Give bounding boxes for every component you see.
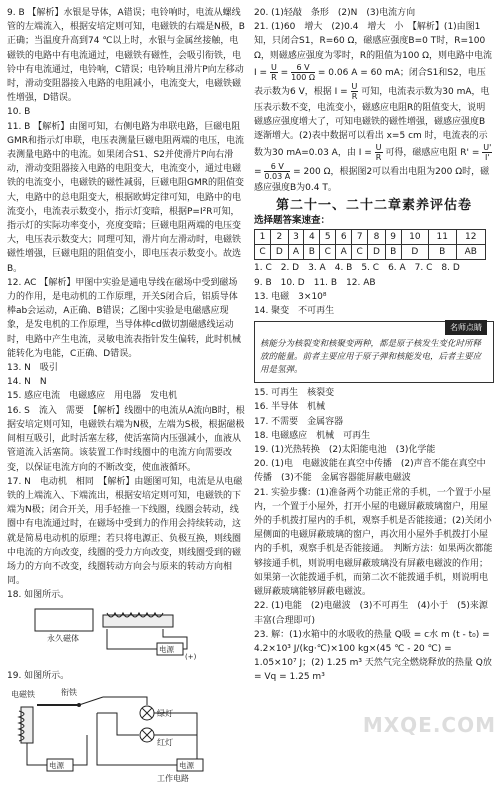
fraction-6v-over-003a: $\frac{6 V}{0.03 A}$ (264, 162, 291, 182)
work-source-label: 电源 (179, 760, 194, 770)
positive-terminal-label: (+) (185, 652, 197, 661)
answer-19: 19. 如图所示。 (7, 670, 70, 681)
answer-9: 9. B 【解析】水银是导体，A错误；电铃响时，电流从螺线管的左端流入，根据安培定则可知，电磁铁的右端是N极，B正确；当温度升高到74 ℃以上时，水银与金属丝接触，电磁铁的电路中有电流通过，电磁铁有磁性，会吸引衔铁，电铃中有电流通过，电铃响，C错误；电铃响且滑片P向左移动时，滑动变阻器接入电路的电阻减小，电流变大，电磁铁磁性增强，D错误。 (7, 8, 245, 104)
watermark-logo: MXQE.COM (362, 713, 496, 737)
fraction-u-over-r-3: $\frac{U}{R}$ (375, 143, 382, 163)
answer-table-body: C D A B C A C D B D B AB (255, 245, 486, 260)
answer-18: 18. 如图所示。 (7, 590, 70, 601)
answer-table (254, 229, 486, 260)
teacher-tip-badge: 名师点睛 (445, 320, 487, 335)
answer-17-r: 17. 不需要 金属容器 (254, 416, 344, 427)
answer-12: 12. AC 【解析】甲图中实验是通电导线在磁场中受到磁场力的作用，是电动机的工作原理，开关S闭合后，铝质导体棒ab会运动，A正确、B错误；乙图中实验是电磁感应现象，是发电机的工作原理，当导体棒cd做切割磁感线运动时，电路中产生电流，灵敏电流表指针发生偏转，此时机械能转化为电能，C正确、D错误。 (7, 277, 242, 359)
power-source-label: 电源 (159, 644, 174, 654)
answer-23-r: 23. 解：(1)水箱中的水吸收的热量 Q吸 = c水 m (t - t₀) = 4.2×10³ J/(kg·℃)×100 kg×(45 ℃ - 20 ℃) = 1.05×10⁷ J；(2) 1.25 m³ 天然气完全燃烧释放的热量 Q放 = Vq = 1.25 m³ (254, 629, 492, 683)
figure-19-relay-circuit (7, 685, 239, 783)
answer-14-r: 14. 聚变 不可再生 (254, 306, 335, 317)
answer-11: 11. B 【解析】由图可知，右侧电路为串联电路，巨磁电阻GMR和指示灯串联，电压表测量巨磁电阻两端的电压，电流表测量电路中的电流。如果闭合S1、S2并使滑片P向右滑动，滑动变阻器接入电路的电阻变大，电流变小，通过电磁铁的电流变小，电磁铁的磁性减弱，巨磁电阻GMR的阻值变大，电路中的总电阻变大，根据欧姆定律可知，电路中的电流变小，电流表示数变小，指示灯变暗，根据P=I²R可知，指示灯的实际功率变小，亮度变暗；巨磁电阻两端的电压变大，电压表示数变大；同理可知，滑片向左滑动时，电磁铁磁性增强，巨磁电阻的阻值变小，即电压表示数变小。故选B。 (7, 121, 244, 274)
answer-16-r: 16. 半导体 机械 (254, 402, 326, 413)
green-lamp-label: 绿灯 (157, 708, 173, 718)
answers-9-12: 9. B 10. D 11. B 12. AB (254, 277, 376, 288)
permanent-magnet-label: 永久磁体 (47, 633, 79, 643)
teacher-tip-text: 核能分为核裂变和核聚变两种，都是原子核发生变化时所释放的能量。前者主要应用于原子弹和核能发电，后者主要应用是氢弹。 (260, 339, 482, 376)
electromagnet-label: 电磁铁 (11, 689, 35, 699)
answer-17: 17. N 电动机 相同 【解析】由题图可知，电流是从电磁铁的上端流入、下端流出，根据安培定则可知，电磁铁的下端为N极；闭合开关，用手轻推一下线圈，线圈会转动，线圈中有电流通过时，在磁场中受到力的作用会持续转动，这就是简易电动机的原理；若只将电源正、负极互换，则线圈中电流的方向改变，线圈的受力方向改变，则线圈受到的磁场力的方向不改变，线圈转动方向会与原来的转动方向相同。 (7, 476, 243, 587)
answers-1-8: 1. C 2. D 3. A 4. B 5. C 6. A 7. C 8. D (254, 263, 460, 274)
fraction-u-prime-over-i-prime: $\frac{U'}{I'}$ (483, 143, 492, 163)
left-column (7, 6, 245, 785)
fraction-u-over-r: $\frac{U}{R}$ (270, 62, 277, 82)
answer-21: 21. (1)60 增大 (2)0.4 增大 小 【解析】(1)由图1知，只闭合S1，R=60 Ω，磁感应强度B=0 T时，R=100 Ω，则磁感应强度为零时，R的阻值为100 Ω，则电路中电流 I = $\frac{U}{R}$ = $\frac{6 V}{100 \Omega}$ = 0.06 A = 60 mA；闭合S1和S2，电压表示数为6 V，根据 I = $\frac{U}{R}$ 可知，电流表示数为30 mA，电压表示数不变，电流变小，磁感应电阻R的阻值变大，说明磁感应强度增大了，可知电磁铁的磁性增强，磁感应强度B逐渐增大。(2)表中数据可以看出 x=5 cm 时，电流表的示数为30 mA=0.03 A，由 I = $\frac{U}{R}$ 可得，磁感应电阻 R' = $\frac{U'}{I'}$ = $\frac{6 V}{0.03 A}$ = 200 Ω，根据图2可以看出电阻为200 Ω时，磁感应强度B为0.4 T。 (254, 22, 493, 194)
answer-15-r: 15. 可再生 核裂变 (254, 388, 335, 399)
work-circuit-label: 工作电路 (157, 773, 189, 783)
figure-18-electromagnet (7, 605, 239, 667)
fraction-u-over-r-2: $\frac{U}{R}$ (351, 81, 358, 101)
section-title: 第二十一、二十二章素养评估卷 (275, 197, 472, 213)
answer-19-r: 19. (1)光热转换 (2)太阳能电池 (3)化学能 (254, 445, 436, 456)
answer-21-r: 21. 实验步骤：(1)准备两个功能正常的手机，一个置于小屋内，一个置于小屋外，打开小屋的电磁屏蔽玻璃窗户，用屋外的手机拨打屋内的手机，观察手机是否能接通；(2)关闭小屋侧面的电磁屏蔽玻璃的窗户，再次用小屋外手机拨打小屋内的手机，观察手机是否能接通。 判断方法：如果两次都能够接通手机，则说明电磁屏蔽玻璃没有屏蔽电磁波的作用；如果第一次能拨通手机，而第二次不能拨通手机，则说明电磁屏蔽玻璃能够屏蔽电磁波。 (254, 487, 493, 598)
teacher-tip-box (254, 321, 494, 383)
answer-13: 13. N 吸引 (7, 363, 58, 374)
answer-20-r: 20. (1)电 电磁波能在真空中传播 (2)声音不能在真空中传播 (3)不能 金属容器能屏蔽电磁波 (254, 459, 486, 484)
armature-label: 衔铁 (61, 687, 77, 697)
red-lamp-label: 红灯 (157, 737, 173, 747)
answer-15: 15. 感应电流 电磁感应 用电器 发电机 (7, 391, 178, 402)
quick-answer-heading: 选择题答案速查： (254, 214, 331, 226)
control-source-label: 电源 (49, 760, 64, 770)
answer-16: 16. S 流入 需要 【解析】线圈中的电流从A流向B时，根据安培定则可知，电磁铁右端为N极，左端为S极，根据磁极间相互吸引，此时活塞左移，使活塞筒内压强减小，血液从管道流入活塞筒。该装置工作时线圈中的电流方向需要改变，以保证电流方向的不断改变，使血液循环。 (7, 405, 245, 473)
fraction-6v-over-100ohm: $\frac{6 V}{100 \Omega}$ (291, 62, 316, 82)
answer-13-r: 13. 电磁 3×10⁸ (254, 291, 327, 302)
answer-table-head: 1 2 3 4 5 6 7 8 9 10 11 12 (255, 230, 486, 245)
right-column (254, 6, 494, 685)
answer-22-r: 22. (1)电能 (2)电磁波 (3)不可再生 (4)小于 (5)来源丰富(合理即可) (254, 601, 488, 626)
answer-10: 10. B (7, 107, 31, 118)
answer-18-r: 18. 电磁感应 机械 可再生 (254, 430, 371, 441)
answer-14: 14. N N (7, 377, 47, 388)
answer-20: 20. (1)轻敲 条形 (2)N (3)电流方向 (254, 8, 416, 18)
